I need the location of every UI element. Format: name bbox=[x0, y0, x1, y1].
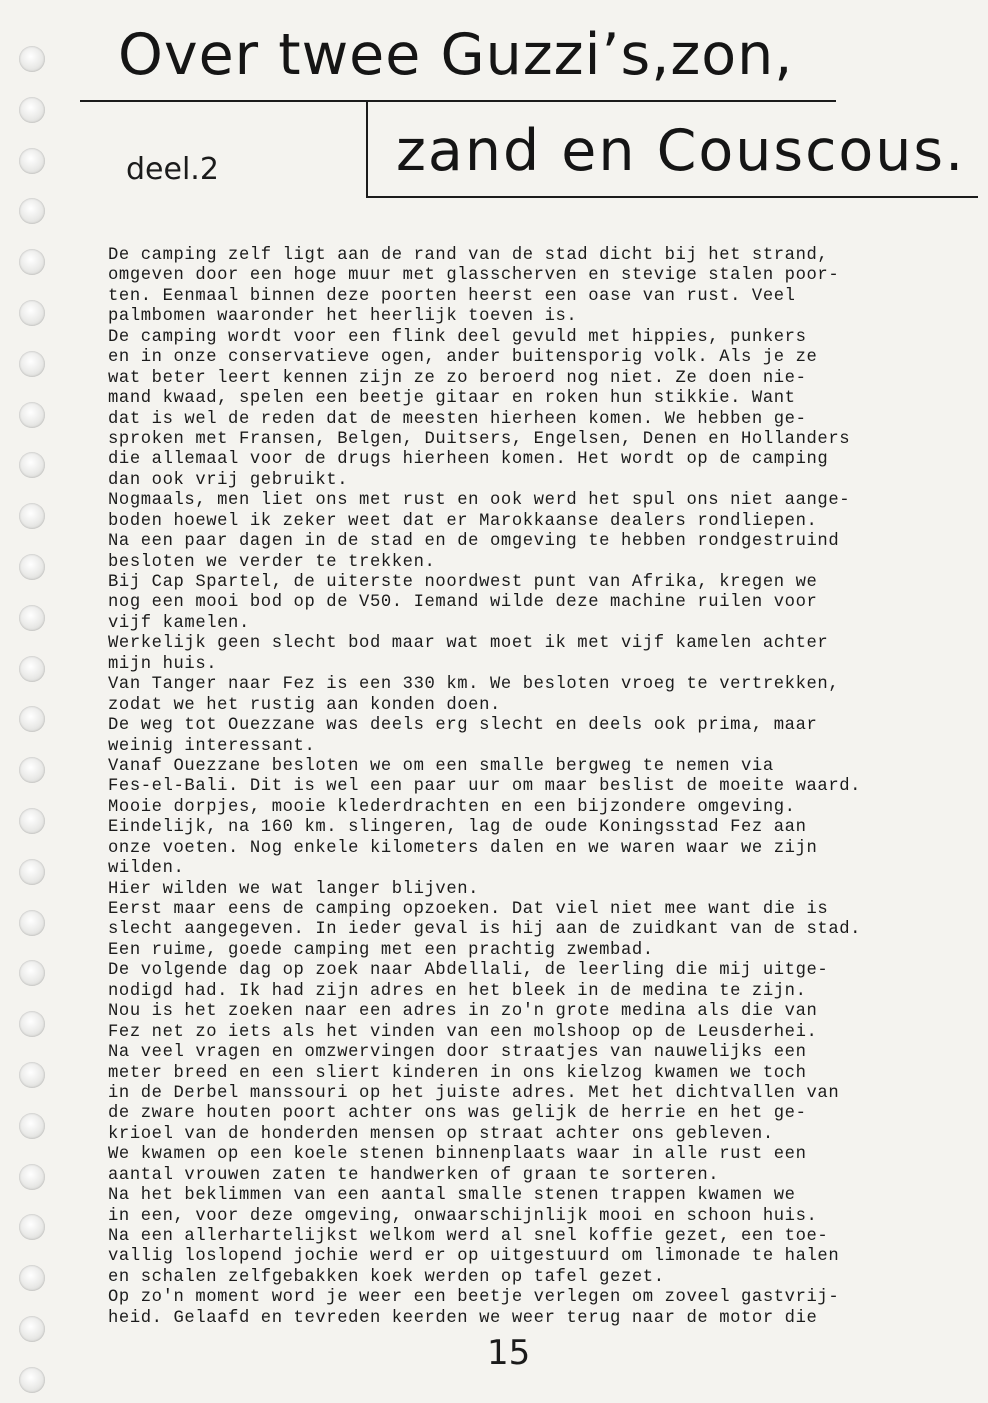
body-line: sproken met Fransen, Belgen, Duitsers, Engelsen, Denen en Hollanders bbox=[108, 429, 851, 449]
binder-hole bbox=[19, 554, 45, 580]
body-line: en in onze conservatieve ogen, ander buitensporig volk. Als je ze bbox=[108, 348, 818, 368]
binder-hole bbox=[19, 198, 45, 224]
binder-hole bbox=[19, 1062, 45, 1088]
body-line: ten. Eenmaal binnen deze poorten heerst een oase van rust. Veel bbox=[108, 286, 796, 306]
body-line: Bij Cap Spartel, de uiterste noordwest punt van Afrika, kregen we bbox=[108, 573, 818, 592]
body-line: Nou is het zoeken naar een adres in zo'n grote medina als die van bbox=[108, 1002, 818, 1022]
body-line: Hier wilden we wat langer blijven. bbox=[108, 879, 480, 899]
body-line: Vanaf Ouezzane besloten we om een smalle bergweg te nemen via bbox=[108, 756, 774, 776]
body-line: De camping wordt voor een flink deel gevuld met hippies, punkers bbox=[108, 327, 807, 347]
article-subtitle: deel.2 bbox=[126, 152, 219, 187]
binder-hole bbox=[19, 249, 45, 275]
body-line: Mooie dorpjes, mooie klederdrachten en een bijzondere omgeving. bbox=[108, 797, 796, 817]
body-line: wilden. bbox=[108, 859, 185, 879]
binder-hole bbox=[19, 300, 45, 326]
binder-hole bbox=[19, 148, 45, 174]
body-line: omgeven door een hoge muur met glasscherven en stevige stalen poor- bbox=[108, 266, 840, 286]
body-line: meter breed en een sliert kinderen in ons kielzog kwamen we toch bbox=[108, 1063, 807, 1083]
body-line: We kwamen op een koele stenen binnenplaats waar in alle rust een bbox=[108, 1145, 807, 1165]
body-line: Eindelijk, na 160 km. slingeren, lag de oude Koningsstad Fez aan bbox=[108, 818, 807, 838]
body-line: Nogmaals, men liet ons met rust en ook werd het spul ons niet aange- bbox=[108, 491, 851, 511]
binder-hole bbox=[19, 97, 45, 123]
body-line: Eerst maar eens de camping opzoeken. Dat viel niet mee want die is bbox=[108, 900, 829, 919]
body-line: De camping zelf ligt aan de rand van de stad dicht bij het strand, bbox=[108, 246, 829, 265]
body-line: in een, voor deze omgeving, onwaarschijnlijk mooi en schoon huis. bbox=[108, 1206, 818, 1226]
body-line: nog een mooi bod op de V50. Iemand wilde deze machine ruilen voor bbox=[108, 593, 818, 613]
binder-hole bbox=[19, 605, 45, 631]
body-line: weinig interessant. bbox=[108, 736, 316, 756]
body-line: Op zo'n moment word je weer een beetje verlegen om zoveel gastvrij- bbox=[108, 1288, 840, 1308]
binder-hole bbox=[19, 1164, 45, 1190]
article-body bbox=[108, 246, 968, 1329]
binder-hole bbox=[19, 1367, 45, 1393]
body-line: boden hoewel ik zeker weet dat er Marokkaanse dealers rondliepen. bbox=[108, 511, 818, 531]
body-line: besloten we verder te trekken. bbox=[108, 552, 436, 572]
binder-hole bbox=[19, 706, 45, 732]
binder-hole bbox=[19, 1011, 45, 1037]
body-line: Na een paar dagen in de stad en de omgeving te hebben rondgestruind bbox=[108, 532, 840, 552]
body-line: slecht aangegeven. In ieder geval is hij aan de zuidkant van de stad. bbox=[108, 920, 862, 940]
binder-hole bbox=[19, 46, 45, 72]
body-line: vijf kamelen. bbox=[108, 613, 250, 633]
body-line: Werkelijk geen slecht bod maar wat moet ik met vijf kamelen achter bbox=[108, 634, 829, 654]
body-line: vallig loslopend jochie werd er op uitgestuurd om limonade te halen bbox=[108, 1247, 840, 1267]
title-rule-top bbox=[80, 100, 836, 102]
binder-hole bbox=[19, 910, 45, 936]
body-line: dat is wel de reden dat de meesten hierheen komen. We hebben ge- bbox=[108, 409, 807, 429]
binder-hole bbox=[19, 1214, 45, 1240]
body-line: nodigd had. Ik had zijn adres en het bleek in de medina te zijn. bbox=[108, 981, 807, 1001]
title-rule-vertical bbox=[366, 101, 368, 197]
article-title-line-1: Over twee Guzzi’s,zon, bbox=[118, 22, 794, 88]
body-line: mand kwaad, spelen een beetje gitaar en roken hun stikkie. Want bbox=[108, 389, 796, 409]
binder-hole bbox=[19, 452, 45, 478]
body-line: Fes-el-Bali. Dit is wel een paar uur om maar beslist de moeite waard. bbox=[108, 777, 862, 797]
binder-hole bbox=[19, 757, 45, 783]
binder-hole bbox=[19, 402, 45, 428]
body-line: De weg tot Ouezzane was deels erg slecht en deels ook prima, maar bbox=[108, 716, 818, 736]
body-line: wat beter leert kennen zijn ze zo beroerd nog niet. Ze doen nie- bbox=[108, 368, 807, 388]
body-line: de zware houten poort achter ons was gelijk de herrie en het ge- bbox=[108, 1104, 807, 1124]
page-number: 15 bbox=[487, 1333, 531, 1373]
binder-hole bbox=[19, 1113, 45, 1139]
body-line: Na veel vragen en omzwervingen door straatjes van nauwelijks een bbox=[108, 1043, 807, 1063]
body-line: krioel van de honderden mensen op straat achter ons gebleven. bbox=[108, 1124, 774, 1144]
body-line: zodat we het rustig aan konden doen. bbox=[108, 695, 501, 715]
binder-hole bbox=[19, 859, 45, 885]
body-line: onze voeten. Nog enkele kilometers dalen en we waren waar we zijn bbox=[108, 838, 818, 858]
article-title-line-2: zand en Couscous. bbox=[396, 118, 966, 184]
body-line: Na het beklimmen van een aantal smalle stenen trappen kwamen we bbox=[108, 1186, 796, 1206]
body-line: Fez net zo iets als het vinden van een molshoop op de Leusderhei. bbox=[108, 1022, 818, 1042]
body-line: De volgende dag op zoek naar Abdellali, de leerling die mij uitge- bbox=[108, 961, 829, 981]
body-line: dan ook vrij gebruikt. bbox=[108, 470, 349, 490]
body-line: Een ruime, goede camping met een prachtig zwembad. bbox=[108, 940, 654, 960]
binder-hole bbox=[19, 351, 45, 377]
binder-hole bbox=[19, 808, 45, 834]
binder-hole bbox=[19, 1265, 45, 1291]
binder-hole bbox=[19, 960, 45, 986]
body-line: aantal vrouwen zaten te handwerken of graan te sorteren. bbox=[108, 1165, 720, 1185]
body-line: en schalen zelfgebakken koek werden op tafel gezet. bbox=[108, 1267, 665, 1287]
title-rule-bottom bbox=[366, 196, 978, 198]
body-line: palmbomen waaronder het heerlijk toeven is. bbox=[108, 307, 578, 327]
binder-hole bbox=[19, 1316, 45, 1342]
body-line: in de Derbel manssouri op het juiste adres. Met het dichtvallen van bbox=[108, 1083, 840, 1103]
body-line: heid. Gelaafd en tevreden keerden we weer terug naar de motor die bbox=[108, 1308, 818, 1328]
binder-hole bbox=[19, 503, 45, 529]
body-line: Na een allerhartelijkst welkom werd al snel koffie gezet, een toe- bbox=[108, 1227, 829, 1246]
body-line: Van Tanger naar Fez is een 330 km. We besloten vroeg te vertrekken, bbox=[108, 675, 840, 695]
body-line: die allemaal voor de drugs hierheen komen. Het wordt op de camping bbox=[108, 450, 829, 470]
body-line: mijn huis. bbox=[108, 654, 218, 674]
binder-hole bbox=[19, 656, 45, 682]
